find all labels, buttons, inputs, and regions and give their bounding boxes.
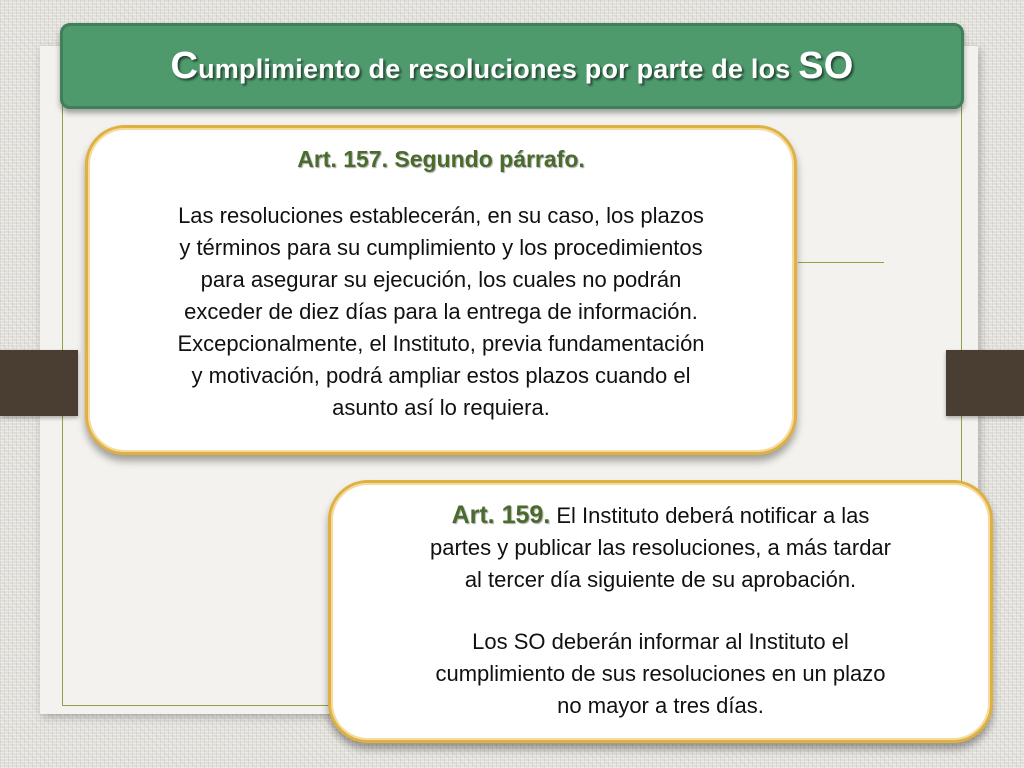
text-line: cumplimiento de sus resoluciones en un plazo: [435, 661, 886, 686]
article-159-first-line: [353, 499, 968, 532]
article-159-heading: Art. 159.: [451, 501, 551, 529]
text-fragment: El Instituto deberá notificar a las: [550, 503, 870, 528]
text-line: Los SO deberán informar al Instituto el: [472, 629, 849, 654]
text-line: no mayor a tres días.: [557, 693, 764, 718]
text-line: exceder de diez días para la entrega de información.: [184, 299, 698, 324]
text-line: partes y publicar las resoluciones, a más tardar: [430, 535, 891, 560]
connector-line: [798, 262, 884, 263]
text-line: asunto así lo requiera.: [332, 395, 550, 420]
title-final: SO: [798, 44, 854, 87]
title-initial: C: [170, 44, 199, 87]
title-banner: [60, 23, 964, 109]
text-line: y motivación, podrá ampliar estos plazos cuando el: [191, 363, 691, 388]
article-157-card: [85, 125, 797, 455]
text-line: Las resoluciones establecerán, en su caso, los plazos: [178, 203, 704, 228]
paragraph-gap: [353, 596, 968, 626]
text-line: Excepcionalmente, el Instituto, previa fundamentación: [177, 331, 705, 356]
article-159-card: [328, 480, 993, 743]
title-middle: umplimiento de resoluciones por parte de los: [198, 53, 799, 84]
text-line: y términos para su cumplimiento y los procedimientos: [179, 235, 703, 260]
slide-title: [170, 45, 853, 88]
text-line: al tercer día siguiente de su aprobación.: [464, 567, 857, 592]
decorative-band-left: [0, 350, 78, 416]
decorative-band-right: [946, 350, 1024, 416]
article-157-heading: Art. 157. Segundo párrafo.: [297, 146, 585, 172]
text-line: para asegurar su ejecución, los cuales no podrán: [200, 267, 682, 292]
article-157-text: [112, 200, 770, 424]
